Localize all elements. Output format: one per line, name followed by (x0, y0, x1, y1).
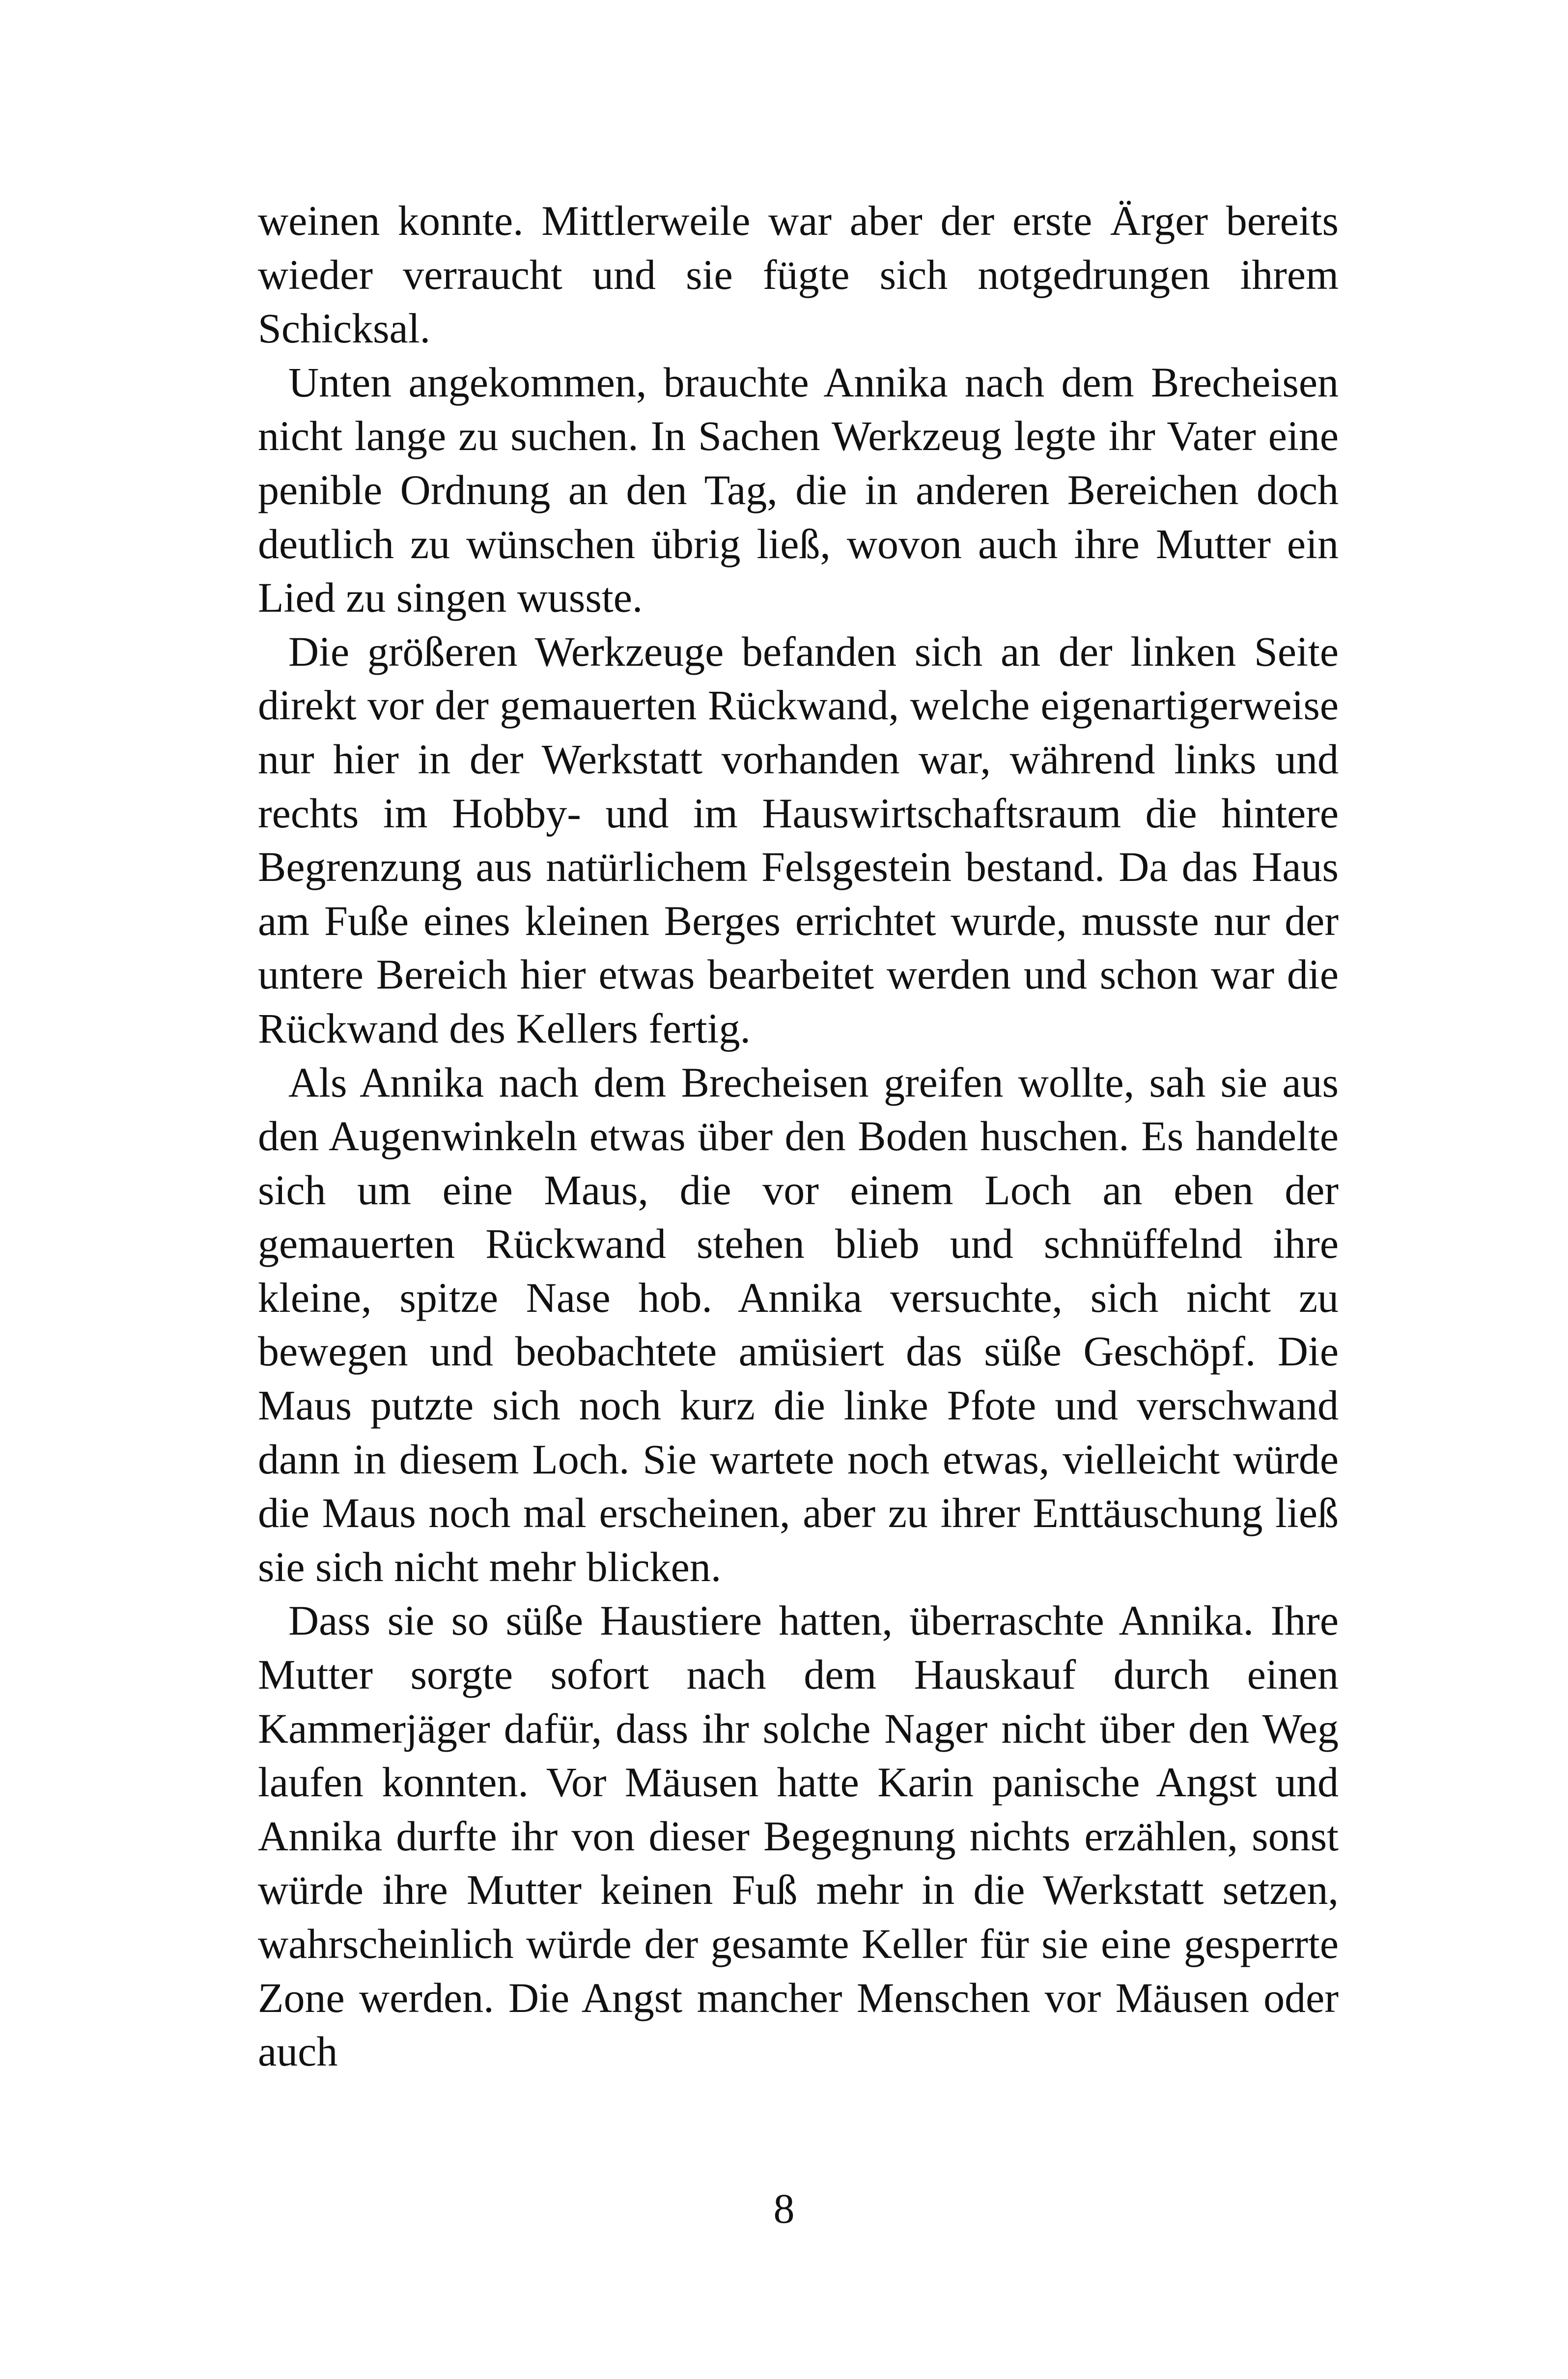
paragraph-continuation: weinen konnte. Mittlerweile war aber der erste Ärger bereits wieder verraucht und sie fügte sich notgedrungen ihrem Schicksal. (258, 197, 1339, 352)
paragraph-haustiere: Dass sie so süße Haustiere hatten, überraschte Annika. Ihre Mutter sorgte sofort nach dem Hauskauf durch einen Kammerjäger dafür, dass ihr solche Nager nicht über den Weg laufen konnten. Vor Mäusen hatte Karin panische Angst und Annika durfte ihr von dieser Begegnung nichts erzählen, sonst würde ihre Mutter keinen Fuß mehr in die Werkstatt setzen, wahrscheinlich würde der gesamte Keller für sie eine gesperrte Zone werden. Die Angst mancher Menschen vor Mäusen oder auch (258, 1597, 1339, 2075)
page-number: 8 (773, 2185, 795, 2232)
paragraph-brecheisen: Unten angekommen, brauchte Annika nach dem Brecheisen nicht lange zu suchen. In Sachen Werkzeug legte ihr Vater eine penible Ordnung an den Tag, die in anderen Bereichen doch deutlich zu wünschen übrig ließ, wovon auch ihre Mutter ein Lied zu singen wusste. (258, 358, 1339, 622)
paragraph-maus: Als Annika nach dem Brecheisen greifen wollte, sah sie aus den Augenwinkeln etwas über den Boden huschen. Es handelte sich um eine Maus, die vor einem Loch an eben der gemauerten Rückwand stehen blieb und schnüffelnd ihre kleine, spitze Nase hob. Annika versuchte, sich nicht zu bewegen und beobachtete amüsiert das süße Geschöpf. Die Maus putzte sich noch kurz die linke Pfote und verschwand dann in diesem Loch. Sie wartete noch etwas, vielleicht würde die Maus noch mal erscheinen, aber zu ihrer Enttäuschung ließ sie sich nicht mehr blicken. (258, 1058, 1339, 1590)
page-body (258, 194, 1339, 2079)
paragraph-werkzeuge: Die größeren Werkzeuge befanden sich an der linken Seite direkt vor der gemauerten Rückwand, welche eigenartigerweise nur hier in der Werkstatt vorhanden war, während links und rechts im Hobby- und im Hauswirtschaftsraum die hintere Begrenzung aus natürlichem Felsgestein bestand. Da das Haus am Fuße eines kleinen Berges errichtet wurde, musste nur der untere Bereich hier etwas bearbeitet werden und schon war die Rückwand des Kellers fertig. (258, 627, 1339, 1052)
